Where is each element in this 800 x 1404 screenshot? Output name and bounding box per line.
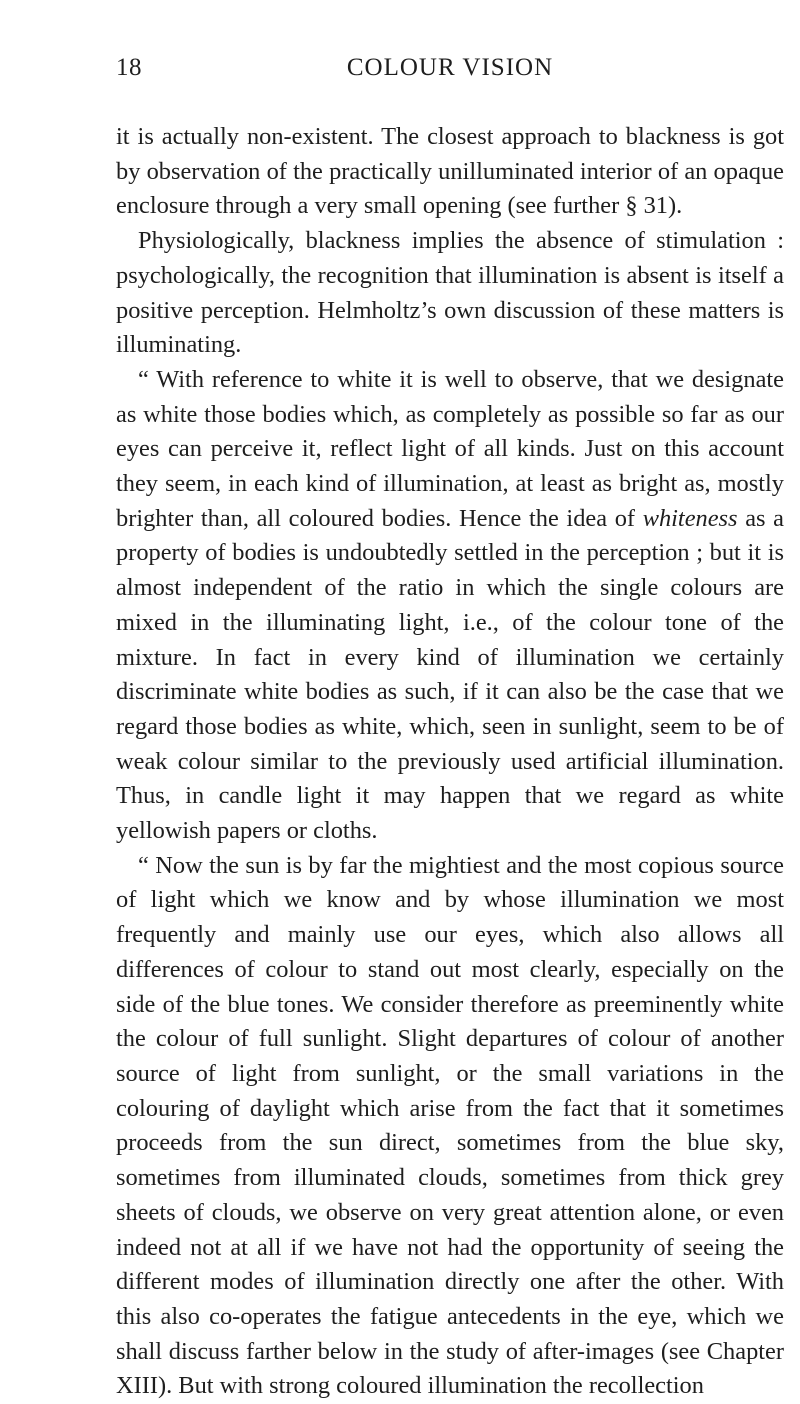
running-head (116, 36, 784, 84)
running-title: COLOUR VISION (346, 54, 554, 81)
paragraph-quote-white (116, 363, 784, 849)
book-page (116, 36, 784, 1404)
page-number: 18 (116, 54, 142, 81)
body-text (116, 120, 784, 1404)
emphasis-whiteness: whiteness (642, 504, 738, 532)
quote-text-before: “ With reference to white it is well to observe, that we designate as white those bodies which, as completely as possible so far as our eyes can perceive it, reflect light of all kinds. Just on this account they seem, in each kind of illumination, at least as bright as, mostly brighter than, all coloured bodies. Hence the idea of (116, 365, 784, 532)
paragraph-quote-sun: “ Now the sun is by far the mightiest and the most copious source of light which we know and by whose illumination we most frequently and mainly use our eyes, which also allows all differences of colour to stand out most clearly, especially on the side of the blue tones. We consider therefore as preeminently white the colour of full sunlight. Slight departures of colour of another source of light from sunlight, or the small variations in the colouring of daylight which arise from the fact that it sometimes proceeds from the sun direct, sometimes from the blue sky, sometimes from illuminated clouds, sometimes from thick grey sheets of clouds, we observe on very great attention alone, or even indeed not at all if we have not had the opportunity of seeing the different modes of illumination directly one after the other. With this also co-operates the fatigue antecedents in the eye, which we shall discuss farther below in the study of after-images (see Chapter XIII). But with strong coloured illumination the recollection (116, 851, 784, 1400)
quote-text-after: as a property of bodies is undoubtedly settled in the perception ; but it is almost independent of the ratio in which the single colours are mixed in the illuminating light, i.e., of the colour tone of the mixture. In fact in every kind of illumination we certainly discriminate white bodies as such, if it can also be the case that we regard those bodies as white, which, seen in sunlight, seem to be of weak colour similar to the previously used artificial illumination. Thus, in candle light it may happen that we regard as white yellowish papers or cloths. (116, 504, 784, 845)
paragraph-physiology: Physiologically, blackness implies the absence of stimulation : psychologically, the recognition that illumination is absent is itself a positive perception. Helmholtz’s own discussion of these matters is illuminating. (116, 227, 784, 359)
paragraph-continued: it is actually non-existent. The closest approach to blackness is got by observation of the practically unilluminated interior of an opaque enclosure through a very small opening (see further § 31). (116, 123, 784, 220)
